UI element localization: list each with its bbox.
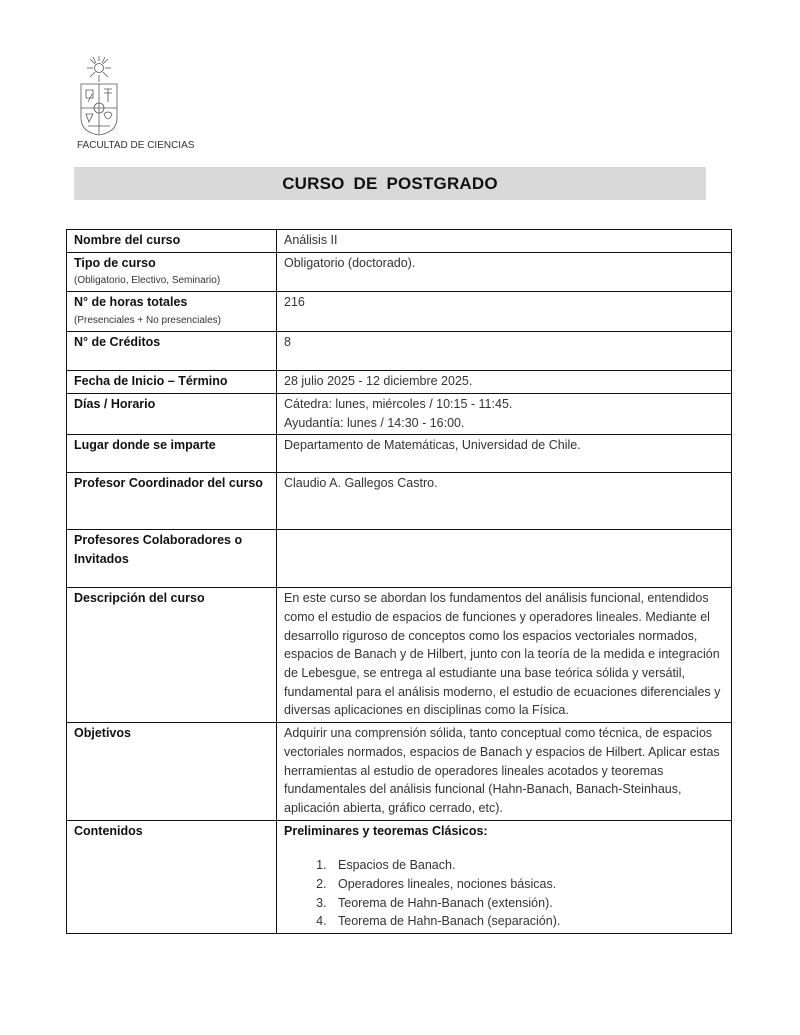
page-title: CURSO DE POSTGRADO bbox=[282, 173, 498, 193]
label-dias-text: Días / Horario bbox=[74, 396, 156, 411]
list-item: 3. Teorema de Hahn-Banach (extensión). bbox=[330, 894, 725, 913]
label-horas-hint: (Presenciales + No presenciales) bbox=[74, 315, 222, 327]
value-colaboradores bbox=[277, 530, 732, 588]
course-info-table bbox=[66, 229, 732, 934]
dias-ayudantia: Ayudantía: lunes / 14:30 - 16:00. bbox=[284, 415, 465, 430]
label-lugar bbox=[67, 435, 277, 473]
label-colaboradores bbox=[67, 530, 277, 588]
value-horas: 216 bbox=[277, 292, 732, 332]
label-lugar-text: Lugar donde se imparte bbox=[74, 438, 216, 453]
label-creditos bbox=[67, 332, 277, 371]
label-nombre-text: Nombre del curso bbox=[74, 233, 181, 247]
row-tipo bbox=[67, 252, 732, 292]
row-horas bbox=[67, 292, 732, 332]
label-coordinador-text: Profesor Coordinador del curso bbox=[74, 476, 263, 491]
value-contenidos bbox=[277, 820, 732, 934]
label-creditos-text: N° de Créditos bbox=[74, 335, 161, 350]
list-item: 4. Teorema de Hahn-Banach (separación). bbox=[330, 912, 725, 931]
row-descripcion bbox=[67, 588, 732, 723]
contenidos-list bbox=[284, 856, 725, 931]
label-colaboradores-text: Profesores Colaboradores o Invitados bbox=[74, 533, 243, 566]
faculty-name: FACULTAD DE CIENCIAS bbox=[77, 140, 195, 151]
row-contenidos bbox=[67, 820, 732, 934]
value-coordinador: Claudio A. Gallegos Castro. bbox=[277, 473, 732, 530]
value-tipo: Obligatorio (doctorado). bbox=[277, 252, 732, 292]
label-descripcion-text: Descripción del curso bbox=[74, 591, 205, 606]
label-dias bbox=[67, 393, 277, 434]
label-descripcion bbox=[67, 588, 277, 723]
row-nombre bbox=[67, 230, 732, 253]
label-tipo bbox=[67, 252, 277, 292]
label-fecha-text: Fecha de Inicio – Término bbox=[74, 374, 228, 389]
value-dias bbox=[277, 393, 732, 434]
value-descripcion: En este curso se abordan los fundamentos del análisis funcional, entendidos como el estudio de espacios de funciones y operadores lineales. Mediante el desarrollo riguroso de conceptos como los espacios vectoriales normados, espacios de Banach y de Hilbert, junto con la teoría de la medida e integración de Lebesgue, se entrega al estudiante una base teórica sólida y versátil, fundamental para el análisis moderno, el estudio de ecuaciones diferenciales y diversas aplicaciones en disciplinas como la Física. bbox=[277, 588, 732, 723]
university-crest-icon bbox=[78, 56, 122, 136]
value-creditos: 8 bbox=[277, 332, 732, 371]
title-banner bbox=[74, 167, 706, 200]
label-objetivos bbox=[67, 723, 277, 821]
label-tipo-hint: (Obligatorio, Electivo, Seminario) bbox=[74, 275, 221, 287]
label-nombre bbox=[67, 230, 277, 253]
label-contenidos bbox=[67, 820, 277, 934]
row-objetivos bbox=[67, 723, 732, 821]
row-dias bbox=[67, 393, 732, 434]
value-fecha: 28 julio 2025 - 12 diciembre 2025. bbox=[277, 371, 732, 394]
label-objetivos-text: Objetivos bbox=[74, 726, 131, 741]
row-coordinador bbox=[67, 473, 732, 530]
label-tipo-text: Tipo de curso bbox=[74, 255, 156, 270]
list-item: 2. Operadores lineales, nociones básicas. bbox=[330, 875, 725, 894]
dias-catedra: Cátedra: lunes, miércoles / 10:15 - 11:45. bbox=[284, 396, 513, 411]
row-fecha bbox=[67, 371, 732, 394]
label-horas bbox=[67, 292, 277, 332]
label-horas-text: N° de horas totales bbox=[74, 295, 188, 310]
value-nombre: Análisis II bbox=[277, 230, 732, 253]
row-creditos bbox=[67, 332, 732, 371]
contenidos-heading: Preliminares y teoremas Clásicos: bbox=[284, 823, 488, 838]
label-fecha bbox=[67, 371, 277, 394]
label-coordinador bbox=[67, 473, 277, 530]
row-lugar bbox=[67, 435, 732, 473]
value-objetivos: Adquirir una comprensión sólida, tanto conceptual como técnica, de espacios vectoriales normados, espacios de Banach y espacios de Hilbert. Aplicar estas herramientas al estudio de operadores lineales acotados y teoremas fundamentales del análisis funcional (Hahn-Banach, Banach-Steinhaus, aplicación abierta, gráfico cerrado, etc). bbox=[277, 723, 732, 821]
value-lugar: Departamento de Matemáticas, Universidad de Chile. bbox=[277, 435, 732, 473]
label-contenidos-text: Contenidos bbox=[74, 823, 143, 838]
row-colaboradores bbox=[67, 530, 732, 588]
list-item: 1. Espacios de Banach. bbox=[330, 856, 725, 875]
